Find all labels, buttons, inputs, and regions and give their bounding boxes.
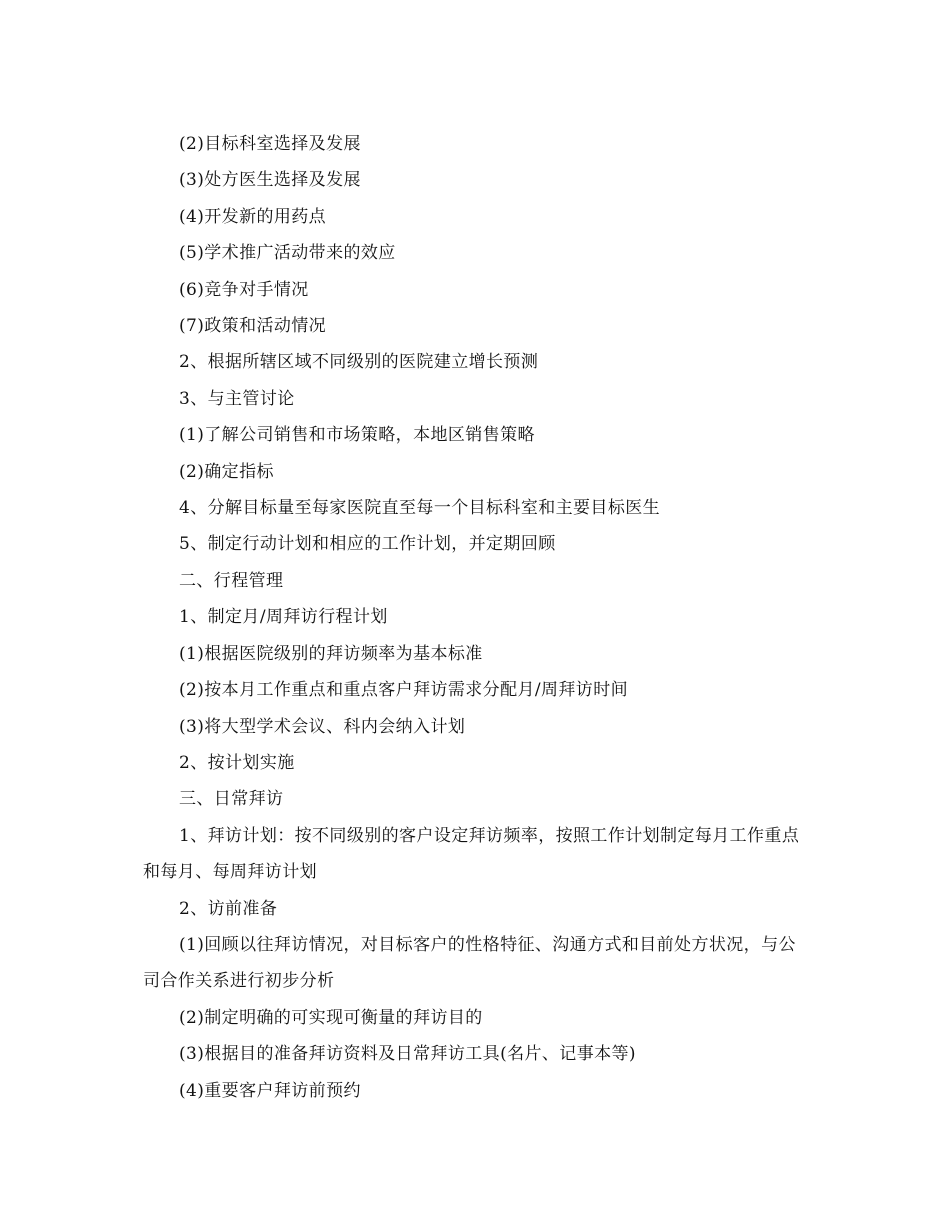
section-heading: 二、行程管理	[179, 570, 284, 591]
paragraph: (5)学术推广活动带来的效应	[179, 243, 396, 264]
paragraph: (2)按本月工作重点和重点客户拜访需求分配月/周拜访时间	[179, 680, 629, 701]
paragraph: 3、与主管讨论	[179, 388, 295, 409]
paragraph: (6)竞争对手情况	[179, 279, 309, 300]
section-heading: 三、日常拜访	[179, 789, 284, 810]
paragraph: (2)确定指标	[179, 461, 274, 482]
paragraph: (2)目标科室选择及发展	[179, 134, 361, 154]
paragraph: (4)重要客户拜访前预约	[179, 1080, 361, 1101]
paragraph: (3)处方医生选择及发展	[179, 170, 361, 191]
paragraph: 2、按计划实施	[179, 752, 295, 773]
paragraph: 4、分解目标量至每家医院直至每一个目标科室和主要目标医生	[179, 498, 661, 519]
paragraph: (1)回顾以往拜访情况，对目标客户的性格特征、沟通方式和目前处方状况，与公司合作关系进行初步分析	[143, 934, 796, 992]
document-body	[143, 126, 808, 1109]
paragraph: (3)将大型学术会议、科内会纳入计划	[179, 716, 466, 737]
paragraph: 2、根据所辖区域不同级别的医院建立增长预测	[179, 352, 539, 373]
paragraph: 1、拜访计划：按不同级别的客户设定拜访频率，按照工作计划制定每月工作重点和每月、每周拜访计划	[143, 825, 800, 883]
paragraph: (3)根据目的准备拜访资料及日常拜访工具(名片、记事本等)	[179, 1044, 636, 1065]
paragraph: (1)根据医院级别的拜访频率为基本标准	[179, 643, 483, 664]
paragraph: (4)开发新的用药点	[179, 206, 327, 227]
paragraph: 5、制定行动计划和相应的工作计划，并定期回顾	[179, 534, 556, 555]
paragraph: (2)制定明确的可实现可衡量的拜访目的	[179, 1007, 483, 1028]
paragraph: 1、制定月/周拜访行程计划	[179, 607, 388, 628]
paragraph: (7)政策和活动情况	[179, 316, 327, 337]
paragraph: 2、访前准备	[179, 898, 278, 919]
paragraph: (1)了解公司销售和市场策略，本地区销售策略	[179, 425, 535, 446]
